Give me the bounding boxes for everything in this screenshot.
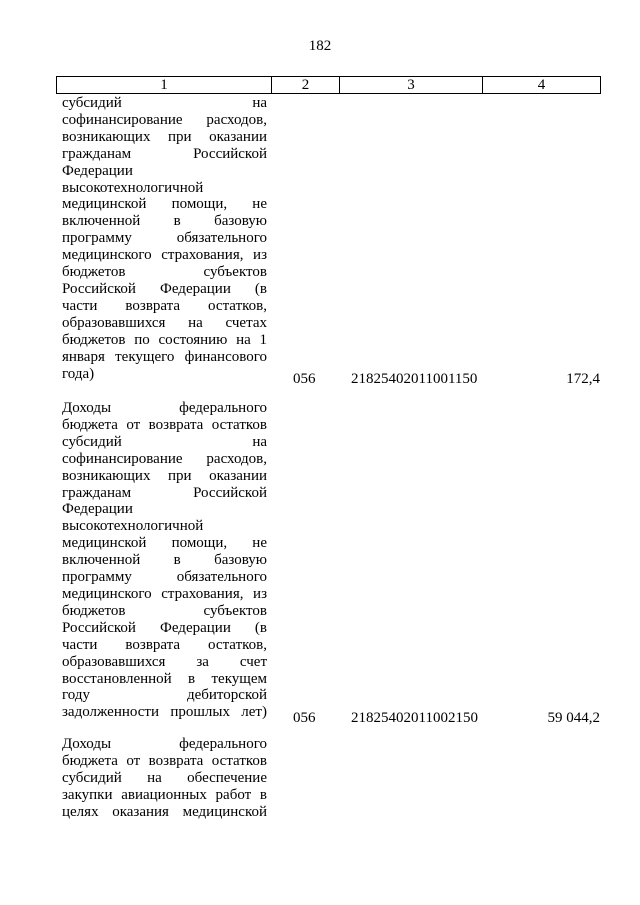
column-header-table	[56, 76, 601, 94]
description-line: возникающих при оказании	[62, 467, 267, 484]
description-line: бюджета от возврата остатков	[62, 416, 267, 433]
description-line: высокотехнологичной	[62, 518, 204, 535]
table-row-2	[56, 400, 600, 730]
table-row-1	[56, 95, 600, 395]
row-description	[62, 400, 267, 721]
description-line: Российской Федерации (в	[62, 619, 267, 636]
description-line: гражданам Российской	[62, 145, 267, 162]
row-admin-code: 056	[293, 371, 316, 387]
description-line: Федерации	[62, 162, 133, 179]
row-amount: 59 044,2	[547, 710, 600, 726]
column-header-row	[57, 77, 601, 94]
description-line: года)	[62, 365, 95, 382]
description-line: Доходы федерального	[62, 736, 267, 752]
description-line: программу обязательного	[62, 569, 267, 586]
description-line: включенной в базовую	[62, 213, 267, 230]
column-header-4: 4	[483, 77, 601, 94]
row-description	[62, 736, 267, 821]
description-line: образовавшихся на счетах	[62, 314, 267, 331]
description-line: Российской Федерации (в	[62, 280, 267, 297]
description-line: бюджетов по состоянию на 1	[62, 331, 267, 348]
description-line: медицинской помощи, не	[62, 196, 267, 213]
row-kbk-code: 21825402011002150	[351, 710, 478, 726]
description-line: медицинского страхования, из	[62, 247, 267, 264]
description-line: возникающих при оказании	[62, 128, 267, 145]
description-line: Доходы федерального	[62, 400, 267, 416]
description-line: включенной в базовую	[62, 552, 267, 569]
description-line: восстановленной в текущем	[62, 670, 267, 687]
column-header-1: 1	[57, 77, 272, 94]
description-line: части возврата остатков,	[62, 636, 267, 653]
description-line: образовавшихся за счет	[62, 653, 267, 670]
description-line: субсидий на	[62, 95, 267, 111]
description-line: высокотехнологичной	[62, 179, 204, 196]
row-amount: 172,4	[566, 371, 600, 387]
description-line: субсидий на	[62, 433, 267, 450]
description-line: софинансирование расходов,	[62, 111, 267, 128]
description-line: части возврата остатков,	[62, 297, 267, 314]
description-line: задолженности прошлых лет)	[62, 704, 267, 721]
description-line: субсидий на обеспечение	[62, 769, 267, 786]
description-line: бюджета от возврата остатков	[62, 752, 267, 769]
description-line: целях оказания медицинской	[62, 803, 267, 820]
description-line: году дебиторской	[62, 687, 267, 704]
row-description	[62, 95, 267, 382]
description-line: Федерации	[62, 501, 133, 518]
table-row-3	[56, 736, 600, 826]
page-number: 182	[308, 38, 332, 54]
description-line: программу обязательного	[62, 230, 267, 247]
row-kbk-code: 21825402011001150	[351, 371, 478, 387]
description-line: медицинского страхования, из	[62, 585, 267, 602]
description-line: софинансирование расходов,	[62, 450, 267, 467]
column-header-2: 2	[272, 77, 340, 94]
description-line: января текущего финансового	[62, 348, 267, 365]
description-line: гражданам Российской	[62, 484, 267, 501]
row-admin-code: 056	[293, 710, 316, 726]
description-line: закупки авиационных работ в	[62, 786, 267, 803]
column-header-3: 3	[340, 77, 483, 94]
description-line: бюджетов субъектов	[62, 602, 267, 619]
description-line: медицинской помощи, не	[62, 535, 267, 552]
description-line: бюджетов субъектов	[62, 264, 267, 281]
